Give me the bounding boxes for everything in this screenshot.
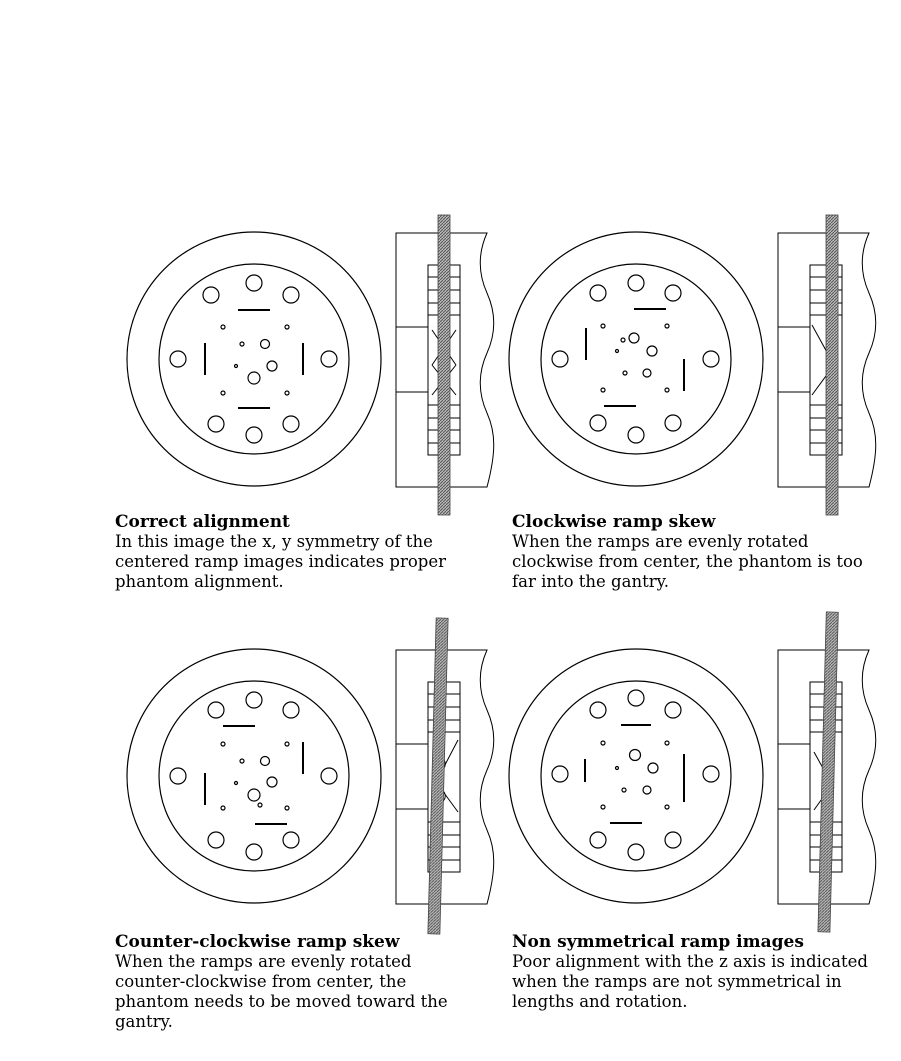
panel-title: Counter-clockwise ramp skew — [115, 932, 400, 952]
phantom-diagram-non-symmetrical — [492, 610, 892, 940]
panel-clockwise-skew — [492, 205, 892, 605]
phantom-diagram-clockwise — [492, 205, 892, 525]
panel-description: When the ramps are evenly rotated counter-clockwise from center, the phantom needs to be moved toward the gantry. — [115, 952, 448, 1031]
phantom-diagram-counter-clockwise — [110, 610, 510, 940]
panel-description: In this image the x, y symmetry of the centered ramp images indicates proper phantom alignment. — [115, 532, 446, 591]
panel-counter-clockwise-skew — [110, 610, 510, 1050]
panel-title: Correct alignment — [115, 512, 290, 532]
phantom-diagram-correct — [110, 205, 510, 525]
panel-description: When the ramps are evenly rotated clockwise from center, the phantom is too far into the gantry. — [512, 532, 863, 591]
phantom-outer-ring — [127, 232, 381, 486]
panel-description: Poor alignment with the z axis is indicated when the ramps are not symmetrical in lengths and rotation. — [512, 952, 868, 1011]
laser-alignment-band — [438, 215, 450, 515]
panel-non-symmetrical — [492, 610, 892, 1050]
panel-title: Non symmetrical ramp images — [512, 932, 804, 952]
panel-correct-alignment — [110, 205, 510, 605]
panel-title: Clockwise ramp skew — [512, 512, 716, 532]
